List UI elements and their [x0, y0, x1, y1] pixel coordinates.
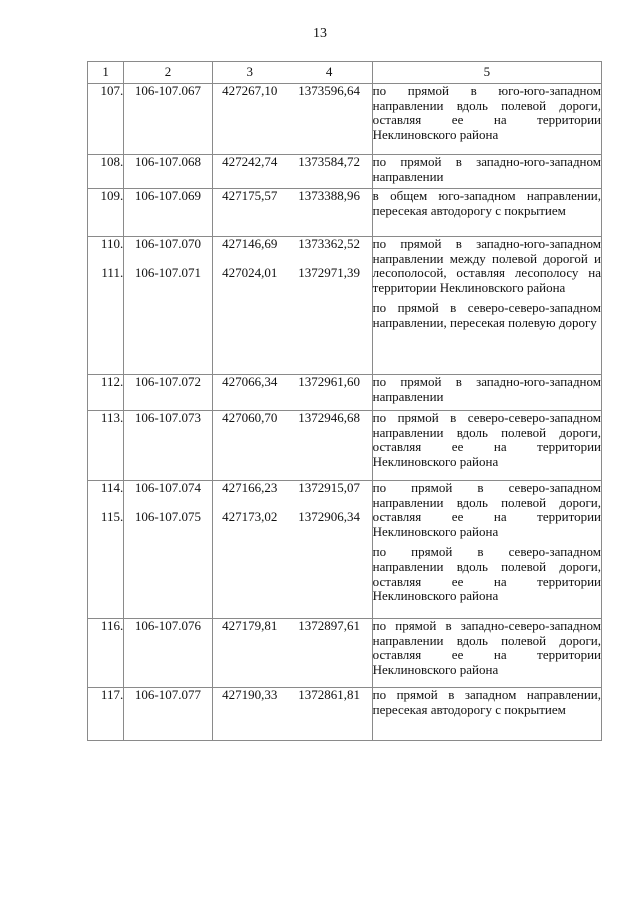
coordinate-x: 427242,74 — [222, 154, 278, 169]
table-row — [88, 189, 602, 237]
direction-description: по прямой в северо-северо-западном направлении вдоль полевой дороги, оставляя ее на территории Неклиновского района — [372, 410, 601, 469]
coordinates-cell — [212, 84, 372, 155]
direction-description: по прямой в северо-западном направлении вдоль полевой дороги, оставляя ее на территории Неклиновского района — [372, 544, 601, 604]
coordinates-cell — [212, 375, 372, 411]
segment-code: 106-107.077 — [134, 687, 201, 702]
coordinate-x: 427146,69 — [222, 236, 278, 251]
point-number: 113. — [100, 410, 124, 425]
segment-code-cell — [124, 619, 213, 688]
coordinate-pair — [213, 481, 372, 496]
coordinate-y: 1373362,52 — [298, 236, 361, 251]
coordinates-cell — [212, 411, 372, 481]
segment-code-cell — [124, 688, 213, 741]
direction-description: по прямой в западно-юго-западном направлении — [372, 154, 601, 184]
header-col-1: 1 — [88, 62, 124, 84]
point-number-cell — [88, 619, 124, 688]
coordinate-x: 427066,34 — [222, 374, 278, 389]
point-number: 110. — [100, 236, 124, 251]
coordinate-pair — [213, 619, 372, 634]
header-col-5: 5 — [372, 62, 601, 84]
coordinate-x: 427190,33 — [222, 687, 278, 702]
segment-code-cell — [124, 155, 213, 189]
segment-code: 106-107.067 — [134, 83, 201, 98]
direction-description: по прямой в западном направлении, пересекая автодорогу с покрытием — [372, 687, 601, 717]
coordinate-x: 427179,81 — [222, 618, 278, 633]
coordinates-cell — [212, 155, 372, 189]
point-number-cell — [88, 688, 124, 741]
point-number-cell — [88, 481, 124, 619]
direction-description-cell — [372, 411, 601, 481]
segment-code: 106-107.075 — [134, 508, 201, 524]
segment-code: 106-107.074 — [134, 480, 201, 495]
table-row — [88, 84, 602, 155]
boundary-points-table — [87, 61, 602, 741]
direction-description-cell — [372, 481, 601, 619]
header-col-3: 3 — [246, 64, 253, 80]
point-number: 107. — [100, 83, 124, 98]
segment-code-cell — [124, 237, 213, 375]
coordinate-x: 427166,23 — [222, 480, 278, 495]
segment-code-cell — [124, 481, 213, 619]
segment-code: 106-107.070 — [134, 236, 201, 251]
point-number-cell — [88, 237, 124, 375]
direction-description-cell — [372, 189, 601, 237]
coordinate-pair — [213, 688, 372, 703]
direction-description: по прямой в западно-юго-западном направлении между полевой дорогой и лесополосой, оставляя лесополосу на территории Неклиновского района — [372, 236, 601, 295]
direction-description-cell — [372, 619, 601, 688]
coordinate-pair — [213, 237, 372, 252]
direction-description: по прямой в западно-северо-западном направлении вдоль полевой дороги, оставляя ее на территории Неклиновского района — [372, 618, 601, 677]
coordinate-x: 427060,70 — [222, 410, 278, 425]
coordinate-y: 1372971,39 — [298, 264, 361, 280]
table-row — [88, 411, 602, 481]
direction-description: по прямой в северо-северо-западном направлении, пересекая полевую дорогу — [372, 300, 601, 330]
point-number-cell — [88, 189, 124, 237]
point-number: 108. — [100, 154, 124, 169]
direction-description-cell — [372, 237, 601, 375]
coordinate-y: 1372861,81 — [298, 687, 361, 702]
coordinate-y: 1373584,72 — [298, 154, 361, 169]
coordinate-pair — [213, 411, 372, 426]
segment-code: 106-107.069 — [134, 188, 201, 203]
segment-code: 106-107.068 — [134, 154, 201, 169]
point-number-cell — [88, 375, 124, 411]
direction-description-cell — [372, 155, 601, 189]
point-number: 117. — [100, 687, 124, 702]
coordinate-y: 1373596,64 — [298, 83, 361, 98]
direction-description-cell — [372, 84, 601, 155]
point-number-cell — [88, 84, 124, 155]
segment-code: 106-107.073 — [134, 410, 201, 425]
coordinates-cell — [212, 619, 372, 688]
table-header-row — [88, 62, 602, 84]
coordinate-pair — [213, 266, 372, 281]
direction-description: по прямой в северо-западном направлении вдоль полевой дороги, оставляя ее на территории Неклиновского района — [372, 480, 601, 539]
table-row — [88, 155, 602, 189]
header-col-4: 4 — [325, 64, 333, 80]
point-number: 112. — [100, 374, 124, 389]
coordinate-y: 1372915,07 — [298, 480, 361, 495]
segment-code: 106-107.072 — [134, 374, 201, 389]
segment-code: 106-107.071 — [134, 264, 201, 280]
coordinate-pair — [213, 510, 372, 525]
direction-description: в общем юго-западном направлении, пересекая автодорогу с покрытием — [372, 188, 601, 218]
coordinate-y: 1372961,60 — [298, 374, 361, 389]
coordinate-y: 1372946,68 — [298, 410, 361, 425]
coordinates-cell — [212, 481, 372, 619]
direction-description: по прямой в западно-юго-западном направлении — [372, 374, 601, 404]
page-number: 13 — [313, 26, 327, 41]
header-col-2: 2 — [124, 62, 213, 84]
table-row — [88, 237, 602, 375]
segment-code-cell — [124, 84, 213, 155]
coordinate-pair — [213, 189, 372, 204]
coordinate-x: 427175,57 — [222, 188, 278, 203]
coordinate-pair — [213, 155, 372, 170]
coordinate-y: 1372897,61 — [298, 618, 361, 633]
point-number: 116. — [100, 618, 124, 633]
coordinate-y: 1373388,96 — [298, 188, 361, 203]
table-row — [88, 375, 602, 411]
coordinate-pair — [213, 375, 372, 390]
coordinate-y: 1372906,34 — [298, 508, 361, 524]
header-col-3-4 — [212, 62, 372, 84]
point-number-cell — [88, 155, 124, 189]
table-row — [88, 688, 602, 741]
coordinate-x: 427024,01 — [222, 264, 278, 280]
segment-code-cell — [124, 375, 213, 411]
segment-code-cell — [124, 189, 213, 237]
table-row — [88, 619, 602, 688]
point-number: 111. — [101, 264, 124, 280]
direction-description-cell — [372, 688, 601, 741]
segment-code: 106-107.076 — [134, 618, 201, 633]
coordinate-pair — [213, 84, 372, 99]
segment-code-cell — [124, 411, 213, 481]
coordinate-x: 427173,02 — [222, 508, 278, 524]
coordinates-cell — [212, 237, 372, 375]
point-number: 114. — [100, 480, 124, 495]
coordinates-cell — [212, 189, 372, 237]
point-number: 115. — [100, 508, 124, 524]
table-row — [88, 481, 602, 619]
point-number: 109. — [100, 188, 124, 203]
coordinates-cell — [212, 688, 372, 741]
coordinate-x: 427267,10 — [222, 83, 278, 98]
point-number-cell — [88, 411, 124, 481]
direction-description-cell — [372, 375, 601, 411]
direction-description: по прямой в юго-юго-западном направлении вдоль полевой дороги, оставляя ее на территории Неклиновского района — [372, 83, 601, 142]
